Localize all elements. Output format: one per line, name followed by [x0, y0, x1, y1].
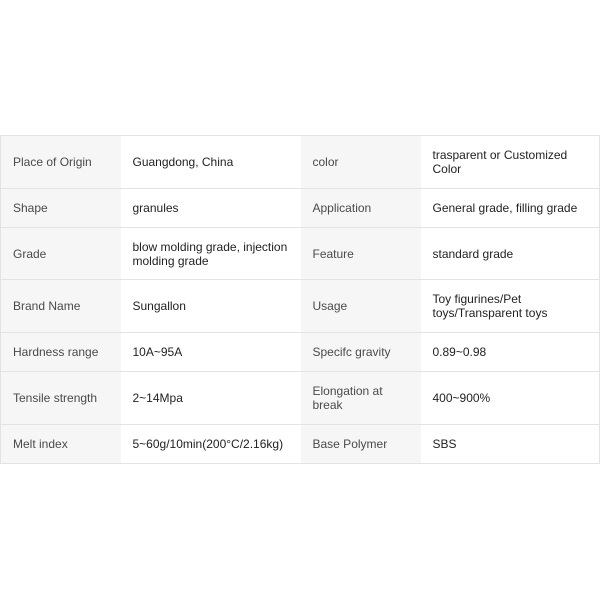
spec-value: 5~60g/10min(200°C/2.16kg): [121, 425, 301, 464]
specifications-table: [0, 135, 600, 464]
spec-label: Place of Origin: [1, 136, 121, 189]
table-row: [1, 189, 600, 228]
spec-label: Elongation at break: [301, 372, 421, 425]
spec-label: color: [301, 136, 421, 189]
spec-value: 400~900%: [421, 372, 600, 425]
spec-label: Base Polymer: [301, 425, 421, 464]
spec-value: standard grade: [421, 228, 600, 280]
spec-label: Tensile strength: [1, 372, 121, 425]
spec-label: Brand Name: [1, 280, 121, 333]
spec-value: 2~14Mpa: [121, 372, 301, 425]
spec-value: granules: [121, 189, 301, 228]
spec-label: Feature: [301, 228, 421, 280]
spec-label: Application: [301, 189, 421, 228]
spec-value: trasparent or Customized Color: [421, 136, 600, 189]
spec-value: SBS: [421, 425, 600, 464]
spec-label: Shape: [1, 189, 121, 228]
table-row: [1, 136, 600, 189]
table-row: [1, 425, 600, 464]
spec-value: blow molding grade, injection molding grade: [121, 228, 301, 280]
spec-value: Sungallon: [121, 280, 301, 333]
spec-label: Usage: [301, 280, 421, 333]
spec-value: Toy figurines/Pet toys/Transparent toys: [421, 280, 600, 333]
spec-label: Hardness range: [1, 333, 121, 372]
table-row: [1, 228, 600, 280]
spec-label: Grade: [1, 228, 121, 280]
spec-label: Melt index: [1, 425, 121, 464]
spec-value: Guangdong, China: [121, 136, 301, 189]
table-row: [1, 280, 600, 333]
table-row: [1, 372, 600, 425]
table-row: [1, 333, 600, 372]
spec-value: 10A~95A: [121, 333, 301, 372]
spec-label: Specifc gravity: [301, 333, 421, 372]
spec-value: General grade, filling grade: [421, 189, 600, 228]
spec-value: 0.89~0.98: [421, 333, 600, 372]
